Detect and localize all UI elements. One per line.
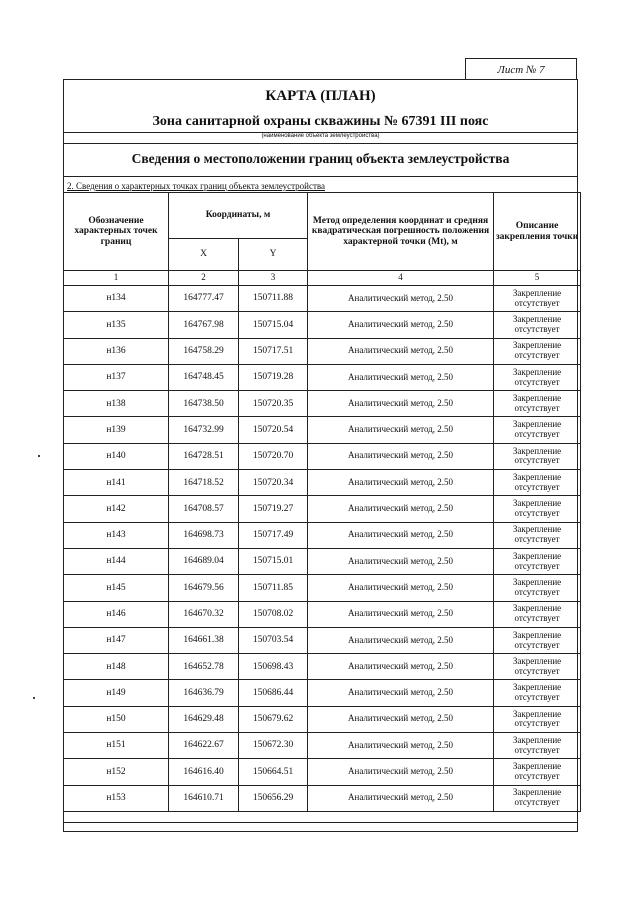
table-row [64, 680, 581, 706]
method-cell: Аналитический метод, 2.50 [308, 601, 494, 627]
x-coordinate-cell: 164748.45 [169, 364, 239, 390]
document-frame [63, 79, 578, 832]
x-coordinate-cell: 164728.51 [169, 443, 239, 469]
column-number: 2 [169, 271, 239, 286]
table-row [64, 522, 581, 548]
y-coordinate-cell: 150679.62 [239, 706, 308, 732]
point-cell: н148 [64, 654, 169, 680]
x-coordinate-cell: 164758.29 [169, 338, 239, 364]
point-cell: н134 [64, 286, 169, 312]
point-cell: н137 [64, 364, 169, 390]
x-coordinate-cell: 164629.48 [169, 706, 239, 732]
bottom-divider [64, 822, 577, 823]
method-cell: Аналитический метод, 2.50 [308, 654, 494, 680]
description-cell: Закрепление отсутствует [494, 654, 581, 680]
description-cell: Закрепление отсутствует [494, 522, 581, 548]
column-number: 4 [308, 271, 494, 286]
y-coordinate-cell: 150703.54 [239, 627, 308, 653]
table-row [64, 470, 581, 496]
point-cell: н147 [64, 627, 169, 653]
point-cell: н149 [64, 680, 169, 706]
method-cell: Аналитический метод, 2.50 [308, 364, 494, 390]
method-cell: Аналитический метод, 2.50 [308, 391, 494, 417]
point-cell: н138 [64, 391, 169, 417]
description-cell: Закрепление отсутствует [494, 496, 581, 522]
point-cell: н140 [64, 443, 169, 469]
point-cell: н153 [64, 785, 169, 811]
point-cell: н146 [64, 601, 169, 627]
x-coordinate-cell: 164610.71 [169, 785, 239, 811]
x-coordinate-cell: 164718.52 [169, 470, 239, 496]
table-row [64, 601, 581, 627]
x-coordinate-cell: 164689.04 [169, 548, 239, 574]
method-cell: Аналитический метод, 2.50 [308, 286, 494, 312]
y-coordinate-cell: 150720.34 [239, 470, 308, 496]
method-cell: Аналитический метод, 2.50 [308, 575, 494, 601]
header-description: Описание закрепления точки [494, 193, 581, 271]
description-cell: Закрепление отсутствует [494, 575, 581, 601]
point-cell: н144 [64, 548, 169, 574]
table-row [64, 654, 581, 680]
column-number: 5 [494, 271, 581, 286]
x-coordinate-cell: 164777.47 [169, 286, 239, 312]
description-cell: Закрепление отсутствует [494, 338, 581, 364]
point-cell: н141 [64, 470, 169, 496]
x-coordinate-cell: 164767.98 [169, 312, 239, 338]
point-cell: н143 [64, 522, 169, 548]
method-cell: Аналитический метод, 2.50 [308, 548, 494, 574]
points-table [63, 192, 581, 812]
table-row [64, 338, 581, 364]
y-coordinate-cell: 150720.35 [239, 391, 308, 417]
x-coordinate-cell: 164698.73 [169, 522, 239, 548]
sheet-number: Лист № 7 [465, 58, 577, 80]
y-coordinate-cell: 150720.54 [239, 417, 308, 443]
method-cell: Аналитический метод, 2.50 [308, 496, 494, 522]
header-y: Y [239, 239, 308, 271]
x-coordinate-cell: 164670.32 [169, 601, 239, 627]
table-row [64, 391, 581, 417]
description-cell: Закрепление отсутствует [494, 364, 581, 390]
x-coordinate-cell: 164652.78 [169, 654, 239, 680]
description-cell: Закрепление отсутствует [494, 443, 581, 469]
description-cell: Закрепление отсутствует [494, 417, 581, 443]
column-number: 1 [64, 271, 169, 286]
method-cell: Аналитический метод, 2.50 [308, 338, 494, 364]
y-coordinate-cell: 150708.02 [239, 601, 308, 627]
table-row [64, 364, 581, 390]
method-cell: Аналитический метод, 2.50 [308, 733, 494, 759]
table-row [64, 312, 581, 338]
x-coordinate-cell: 164679.56 [169, 575, 239, 601]
y-coordinate-cell: 150719.28 [239, 364, 308, 390]
subsection-title: 2. Сведения о характерных точках границ объекта землеустройства [67, 181, 326, 191]
document-title: КАРТА (ПЛАН) [265, 88, 376, 104]
method-cell: Аналитический метод, 2.50 [308, 312, 494, 338]
y-coordinate-cell: 150711.88 [239, 286, 308, 312]
table-row [64, 286, 581, 312]
x-coordinate-cell: 164636.79 [169, 680, 239, 706]
description-cell: Закрепление отсутствует [494, 470, 581, 496]
table-row [64, 548, 581, 574]
y-coordinate-cell: 150656.29 [239, 785, 308, 811]
description-cell: Закрепление отсутствует [494, 680, 581, 706]
table-row [64, 759, 581, 785]
table-body [64, 286, 581, 812]
x-coordinate-cell: 164708.57 [169, 496, 239, 522]
document-subtitle: Зона санитарной охраны скважины № 67391 III пояс [152, 114, 489, 129]
method-cell: Аналитический метод, 2.50 [308, 785, 494, 811]
point-cell: н142 [64, 496, 169, 522]
method-cell: Аналитический метод, 2.50 [308, 443, 494, 469]
section-title: Сведения о местоположении границ объекта землеустройства [131, 151, 510, 166]
description-cell: Закрепление отсутствует [494, 627, 581, 653]
description-cell: Закрепление отсутствует [494, 733, 581, 759]
x-coordinate-cell: 164738.50 [169, 391, 239, 417]
point-cell: н152 [64, 759, 169, 785]
description-cell: Закрепление отсутствует [494, 286, 581, 312]
object-label: (наименование объекта землеустройства) [261, 133, 380, 139]
table-row [64, 733, 581, 759]
table-row [64, 443, 581, 469]
x-coordinate-cell: 164616.40 [169, 759, 239, 785]
y-coordinate-cell: 150711.85 [239, 575, 308, 601]
table-row [64, 417, 581, 443]
description-cell: Закрепление отсутствует [494, 785, 581, 811]
method-cell: Аналитический метод, 2.50 [308, 706, 494, 732]
y-coordinate-cell: 150698.43 [239, 654, 308, 680]
y-coordinate-cell: 150672.30 [239, 733, 308, 759]
header-method: Метод определения координат и средняя квадратическая погрешность положения характерной точки (Mt), м [308, 193, 494, 271]
point-cell: н151 [64, 733, 169, 759]
scan-speck [38, 455, 40, 457]
description-cell: Закрепление отсутствует [494, 391, 581, 417]
y-coordinate-cell: 150717.51 [239, 338, 308, 364]
y-coordinate-cell: 150717.49 [239, 522, 308, 548]
method-cell: Аналитический метод, 2.50 [308, 522, 494, 548]
column-number: 3 [239, 271, 308, 286]
table-row [64, 627, 581, 653]
method-cell: Аналитический метод, 2.50 [308, 759, 494, 785]
divider [64, 143, 577, 144]
description-cell: Закрепление отсутствует [494, 601, 581, 627]
description-cell: Закрепление отсутствует [494, 548, 581, 574]
method-cell: Аналитический метод, 2.50 [308, 627, 494, 653]
y-coordinate-cell: 150686.44 [239, 680, 308, 706]
y-coordinate-cell: 150715.01 [239, 548, 308, 574]
header-designation: Обозначение характерных точек границ [64, 193, 169, 271]
y-coordinate-cell: 150720.70 [239, 443, 308, 469]
x-coordinate-cell: 164661.38 [169, 627, 239, 653]
table-row [64, 496, 581, 522]
table-row [64, 785, 581, 811]
x-coordinate-cell: 164622.67 [169, 733, 239, 759]
point-cell: н136 [64, 338, 169, 364]
divider [64, 176, 577, 177]
description-cell: Закрепление отсутствует [494, 759, 581, 785]
point-cell: н139 [64, 417, 169, 443]
header-x: X [169, 239, 239, 271]
point-cell: н150 [64, 706, 169, 732]
scan-speck [33, 697, 35, 699]
table-row [64, 706, 581, 732]
y-coordinate-cell: 150664.51 [239, 759, 308, 785]
header-coordinates: Координаты, м [169, 193, 308, 239]
description-cell: Закрепление отсутствует [494, 706, 581, 732]
point-cell: н135 [64, 312, 169, 338]
y-coordinate-cell: 150719.27 [239, 496, 308, 522]
table-row [64, 575, 581, 601]
method-cell: Аналитический метод, 2.50 [308, 680, 494, 706]
x-coordinate-cell: 164732.99 [169, 417, 239, 443]
point-cell: н145 [64, 575, 169, 601]
description-cell: Закрепление отсутствует [494, 312, 581, 338]
y-coordinate-cell: 150715.04 [239, 312, 308, 338]
method-cell: Аналитический метод, 2.50 [308, 417, 494, 443]
method-cell: Аналитический метод, 2.50 [308, 470, 494, 496]
